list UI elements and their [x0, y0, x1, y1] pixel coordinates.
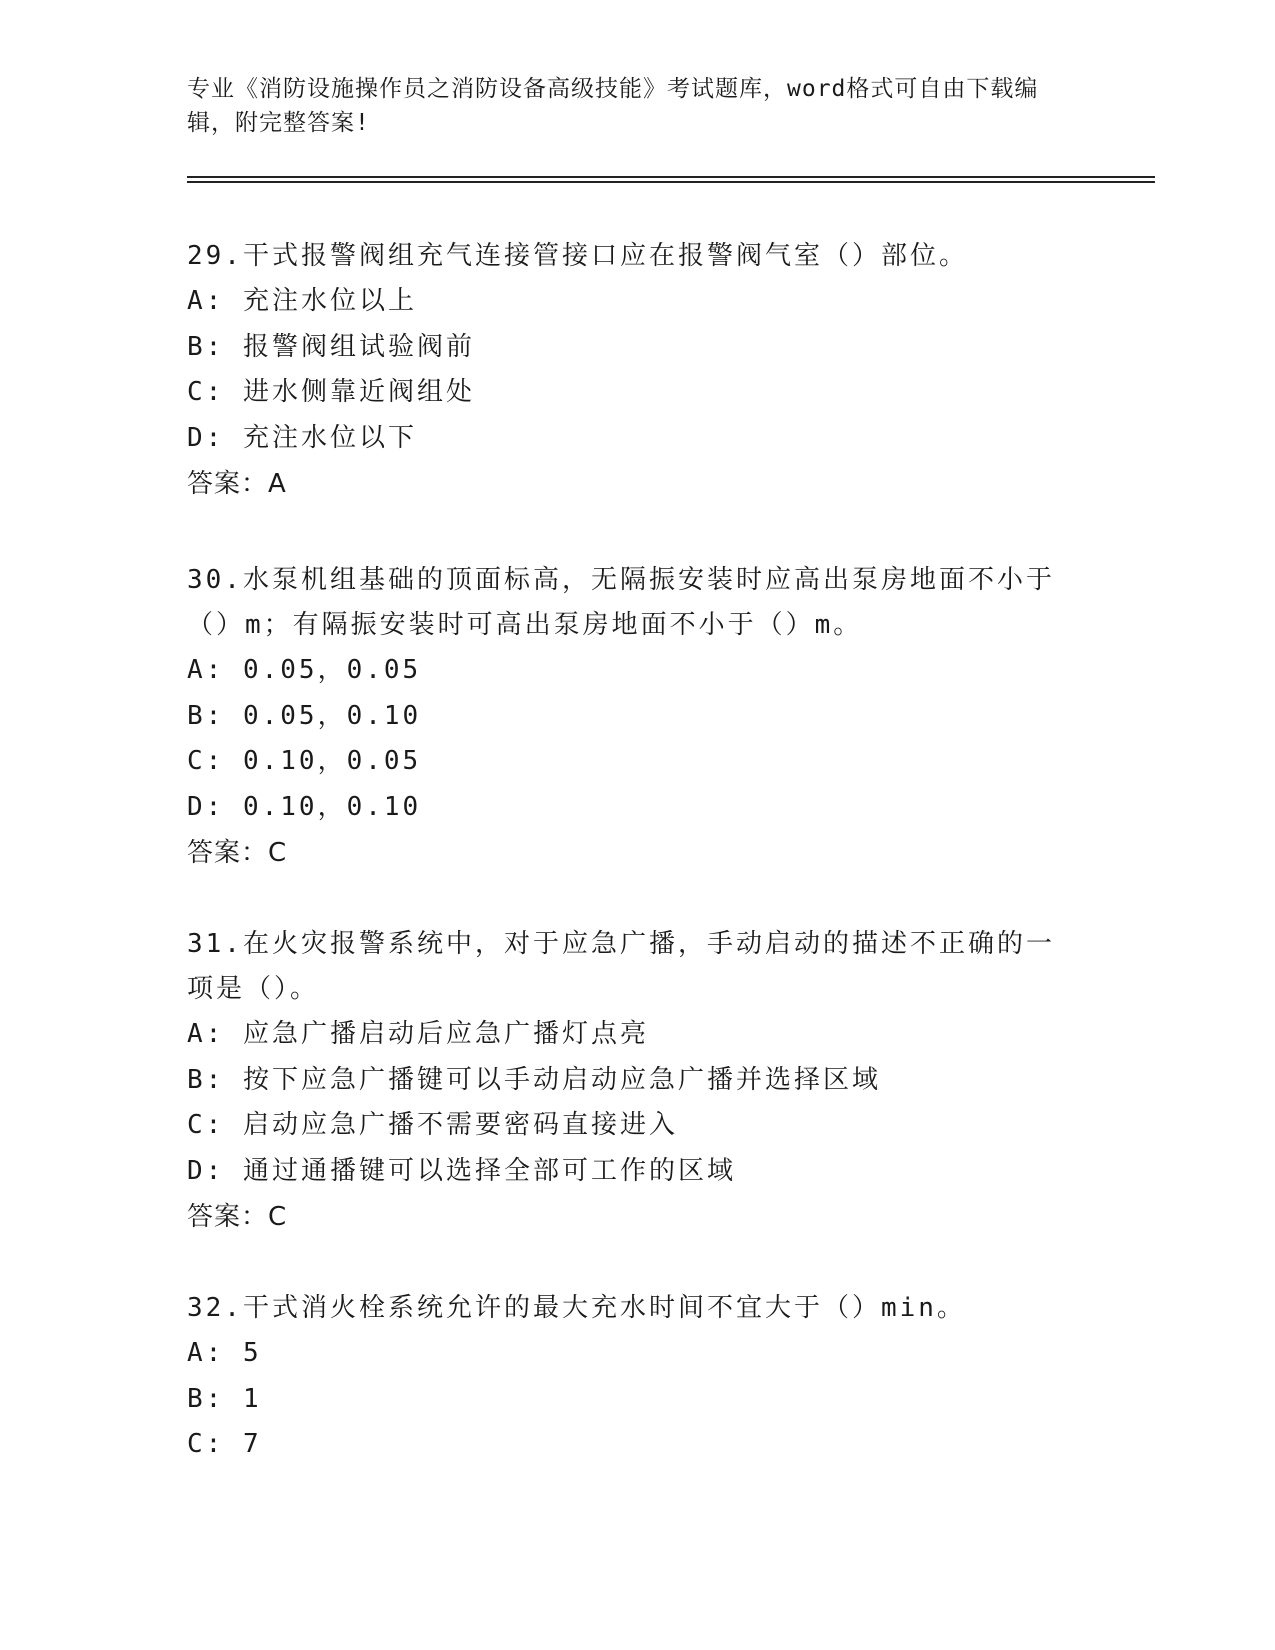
option-d: D: 通过通播键可以选择全部可工作的区域: [187, 1155, 736, 1186]
option-b: B: 按下应急广播键可以手动启动应急广播并选择区域: [187, 1064, 881, 1095]
question-stem: 31.在火灾报警系统中，对于应急广播，手动启动的描述不正确的一项是（）。: [187, 929, 1055, 1004]
question-stem: 32.干式消火栓系统允许的最大充水时间不宜大于（）min。: [187, 1293, 966, 1323]
option-a: A: 5: [187, 1338, 262, 1368]
option-d: D: 充注水位以下: [187, 422, 417, 453]
option-b: B: 0.05，0.10: [187, 700, 422, 731]
option-c: C: 0.10，0.05: [187, 746, 422, 776]
question-stem: 30.水泵机组基础的顶面标高，无隔振安装时应高出泵房地面不小于（）m；有隔振安装时可高出泵房地面不小于（）m。: [187, 565, 1055, 640]
question-30: [187, 558, 1077, 876]
question-32: [187, 1286, 1077, 1468]
option-c: C: 7: [187, 1429, 262, 1459]
question-29: [187, 234, 1077, 507]
option-b: B: 报警阀组试验阀前: [187, 331, 475, 362]
option-a: A: 充注水位以上: [187, 286, 417, 316]
answer-line: 答案：C: [187, 838, 288, 868]
document-header: [187, 72, 1067, 140]
option-b: B: 1: [187, 1383, 262, 1414]
answer-line: 答案：C: [187, 1202, 288, 1232]
question-stem: 29.干式报警阀组充气连接管接口应在报警阀气室（）部位。: [187, 241, 968, 271]
option-c: C: 启动应急广播不需要密码直接进入: [187, 1110, 678, 1140]
header-intro-text: 专业《消防设施操作员之消防设备高级技能》考试题库，word格式可自由下载编辑，附完整答案!: [187, 76, 1039, 136]
question-31: [187, 922, 1077, 1240]
option-a: A: 应急广播启动后应急广播灯点亮: [187, 1019, 649, 1049]
option-c: C: 进水侧靠近阀组处: [187, 377, 475, 407]
header-divider-bottom: [187, 181, 1155, 183]
answer-line: 答案：A: [187, 469, 287, 499]
option-d: D: 0.10，0.10: [187, 791, 422, 822]
option-a: A: 0.05，0.05: [187, 655, 422, 685]
header-divider-top: [187, 176, 1155, 178]
